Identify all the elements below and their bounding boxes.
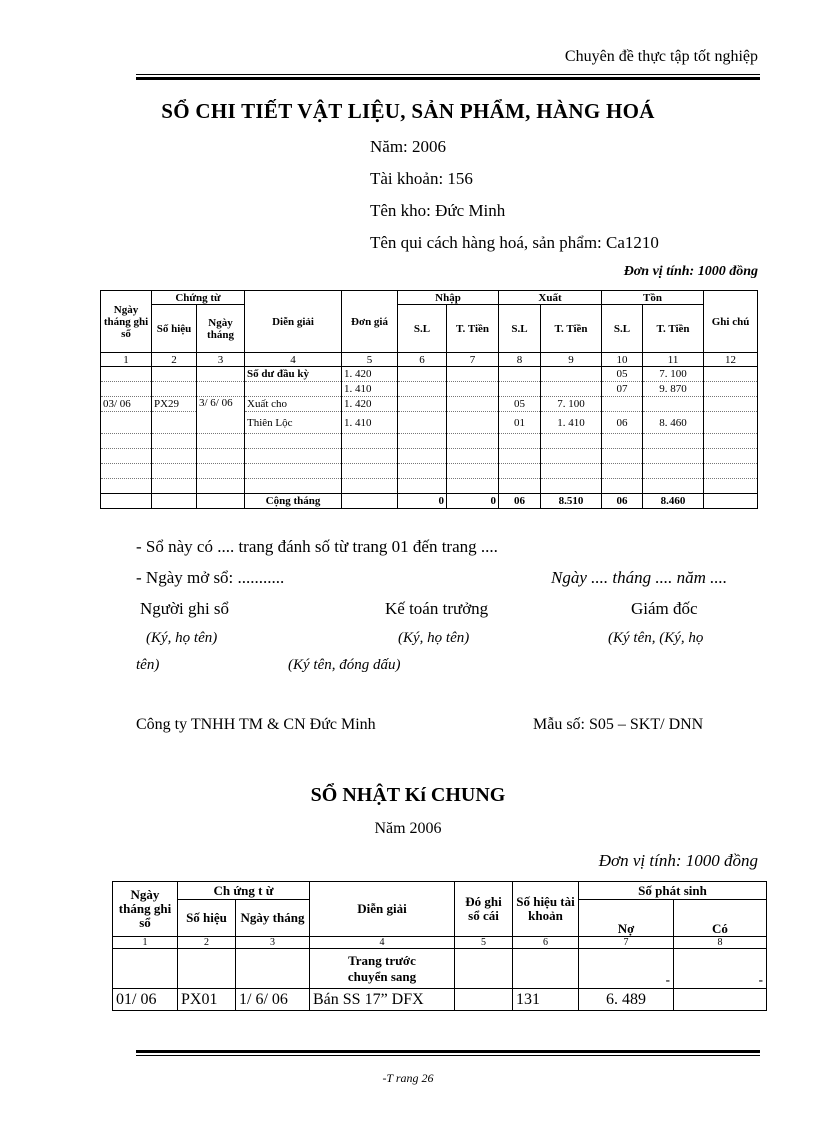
- out-amount-cell: 7. 100: [541, 397, 602, 412]
- opening-balance-label: Số dư đầu kỳ: [245, 367, 342, 382]
- col-number: 8: [674, 937, 767, 949]
- col-date-header: Ngày tháng ghi sổ: [101, 291, 152, 353]
- j-col-arising-header: Số phát sinh: [579, 882, 767, 900]
- col-number: 6: [398, 353, 447, 367]
- table-row: [113, 949, 767, 989]
- entry-voucher-no-cell: PX29: [152, 397, 197, 412]
- sig-wrap-text: tên): [136, 657, 160, 673]
- col-in-amount-header: T. Tiền: [447, 305, 499, 353]
- col-number: 4: [245, 353, 342, 367]
- col-in-qty-header: S.L: [398, 305, 447, 353]
- col-out-header: Xuất: [499, 291, 602, 305]
- col-number: 8: [499, 353, 541, 367]
- carry-forward-line1: Trang trước: [348, 952, 416, 968]
- col-voucher-header: Chứng từ: [152, 291, 245, 305]
- entry-desc-cell: Thiên Lộc: [245, 412, 342, 434]
- entry-voucher-date-cell: 3/ 6/ 06: [197, 397, 245, 434]
- col-number: 7: [579, 937, 674, 949]
- stock-qty-cell: 05: [602, 367, 643, 382]
- price-cell: 1. 420: [342, 397, 398, 412]
- col-number: 7: [447, 353, 499, 367]
- sig-recorder-sub: (Ký, họ tên): [146, 630, 218, 646]
- price-cell: 1. 410: [342, 412, 398, 434]
- j-date-cell: 01/ 06: [113, 989, 178, 1011]
- col-number: 1: [113, 937, 178, 949]
- company-name: Công ty TNHH TM & CN Đức Minh: [136, 716, 376, 733]
- j-col-date-header: Ngày tháng ghi sổ: [113, 882, 178, 937]
- column-number-row: [101, 353, 758, 367]
- out-qty-cell: 05: [499, 397, 541, 412]
- table-row: [101, 367, 758, 382]
- footer-rule-thick: [136, 1050, 760, 1053]
- col-price-header: Đơn giá: [342, 291, 398, 353]
- sig-director: Giám đốc: [631, 599, 698, 618]
- j-desc-cell: Bán SS 17” DFX: [310, 989, 455, 1011]
- ledger-account: Tài khoản: 156: [370, 169, 473, 188]
- out-amount-cell: 1. 410: [541, 412, 602, 434]
- entry-date-cell: 03/ 06: [101, 397, 152, 412]
- col-number: 3: [236, 937, 310, 949]
- sig-recorder: Người ghi sổ: [140, 599, 230, 618]
- carry-debit: -: [579, 949, 674, 989]
- col-number: 5: [455, 937, 513, 949]
- total-row: [101, 494, 758, 509]
- ledger-unit: Đơn vị tính: 1000 đồng: [623, 264, 758, 279]
- col-number: 6: [513, 937, 579, 949]
- header-rule-thick: [136, 77, 760, 80]
- page-count-note: - Sổ này có .... trang đánh số từ trang 01 đến trang ....: [136, 537, 498, 556]
- j-no-cell: PX01: [178, 989, 236, 1011]
- total-in-amount: 0: [447, 494, 499, 509]
- j-col-debit-header: Nợ: [579, 900, 674, 937]
- general-journal-table: [112, 881, 767, 1011]
- col-voucher-date-header: Ngày tháng: [197, 305, 245, 353]
- stock-amount-cell: 9. 870: [643, 382, 704, 397]
- price-cell: 1. 420: [342, 367, 398, 382]
- ledger-product: Tên qui cách hàng hoá, sản phẩm: Ca1210: [370, 233, 659, 252]
- footer-rule-thin: [136, 1055, 760, 1056]
- col-number: 3: [197, 353, 245, 367]
- running-header: Chuyên đề thực tập tốt nghiệp: [564, 48, 758, 65]
- table-row: [101, 449, 758, 464]
- price-cell: 1. 410: [342, 382, 398, 397]
- col-desc-header: Diễn giải: [245, 291, 342, 353]
- col-out-qty-header: S.L: [499, 305, 541, 353]
- ledger-warehouse: Tên kho: Đức Minh: [370, 201, 506, 220]
- j-debit-cell: 6. 489: [579, 989, 674, 1011]
- carry-forward-desc: [310, 949, 455, 989]
- j-vdate-cell: 1/ 6/ 06: [236, 989, 310, 1011]
- table-row: [101, 434, 758, 449]
- col-stock-qty-header: S.L: [602, 305, 643, 353]
- j-account-cell: 131: [513, 989, 579, 1011]
- col-in-header: Nhập: [398, 291, 499, 305]
- material-ledger-table: [100, 290, 758, 509]
- header-rule-thin: [136, 74, 760, 75]
- sig-chief-sub: (Ký, họ tên): [398, 630, 470, 646]
- j-col-account-header: Số hiệu tài khoản: [513, 882, 579, 937]
- total-label: Cộng tháng: [245, 494, 342, 509]
- sig-stamp-text: (Ký tên, đóng dấu): [288, 657, 401, 673]
- journal-unit: Đơn vị tính: 1000 đồng: [598, 851, 758, 870]
- total-in-qty: 0: [398, 494, 447, 509]
- total-out-qty: 06: [499, 494, 541, 509]
- entry-desc-cell: Xuất cho: [245, 397, 342, 412]
- total-stock-amount: 8.460: [643, 494, 704, 509]
- col-note-header: Ghi chú: [704, 291, 758, 353]
- open-date-note: - Ngày mở sổ: ...........: [136, 568, 285, 587]
- col-number: 2: [178, 937, 236, 949]
- col-number: 2: [152, 353, 197, 367]
- col-number: 1: [101, 353, 152, 367]
- journal-year: Năm 2006: [374, 820, 442, 837]
- j-col-credit-header: Có: [674, 900, 767, 937]
- table-row: [101, 382, 758, 397]
- table-row: [113, 989, 767, 1011]
- col-voucher-no-header: Số hiệu: [152, 305, 197, 353]
- carry-credit: -: [674, 949, 767, 989]
- form-number: Mẫu số: S05 – SKT/ DNN: [533, 716, 704, 733]
- j-col-ledger-header: Đó ghi sổ cái: [455, 882, 513, 937]
- page-number: -T rang 26: [382, 1071, 434, 1085]
- stock-qty-cell: 07: [602, 382, 643, 397]
- ledger-title: SỔ CHI TIẾT VẬT LIỆU, SẢN PHẨM, HÀNG HOÁ: [161, 99, 655, 123]
- col-stock-header: Tồn: [602, 291, 704, 305]
- stock-amount-cell: 8. 460: [643, 412, 704, 434]
- table-row: [101, 479, 758, 494]
- carry-forward-line2: chuyển sang: [347, 968, 417, 984]
- sig-chief-accountant: Kế toán trưởng: [385, 599, 489, 618]
- ledger-year: Năm: 2006: [370, 137, 447, 156]
- table-row: [101, 464, 758, 479]
- col-number: 12: [704, 353, 758, 367]
- j-col-voucher-header: Ch ứng t ừ: [178, 882, 310, 900]
- j-col-desc-header: Diễn giải: [310, 882, 455, 937]
- j-col-vdate-header: Ngày tháng: [236, 900, 310, 937]
- total-out-amount: 8.510: [541, 494, 602, 509]
- table-row: [101, 397, 758, 412]
- col-number: 5: [342, 353, 398, 367]
- total-stock-qty: 06: [602, 494, 643, 509]
- journal-title: SỔ NHẬT Kí CHUNG: [310, 784, 506, 806]
- sig-director-sub: (Ký tên, (Ký, họ: [608, 630, 704, 646]
- col-out-amount-header: T. Tiền: [541, 305, 602, 353]
- col-stock-amount-header: T. Tiền: [643, 305, 704, 353]
- col-number: 10: [602, 353, 643, 367]
- j-column-number-row: [113, 937, 767, 949]
- stock-qty-cell: 06: [602, 412, 643, 434]
- j-col-no-header: Số hiệu: [178, 900, 236, 937]
- col-number: 9: [541, 353, 602, 367]
- col-number: 11: [643, 353, 704, 367]
- col-number: 4: [310, 937, 455, 949]
- stock-amount-cell: 7. 100: [643, 367, 704, 382]
- date-line: Ngày .... tháng .... năm ....: [551, 568, 728, 587]
- out-qty-cell: 01: [499, 412, 541, 434]
